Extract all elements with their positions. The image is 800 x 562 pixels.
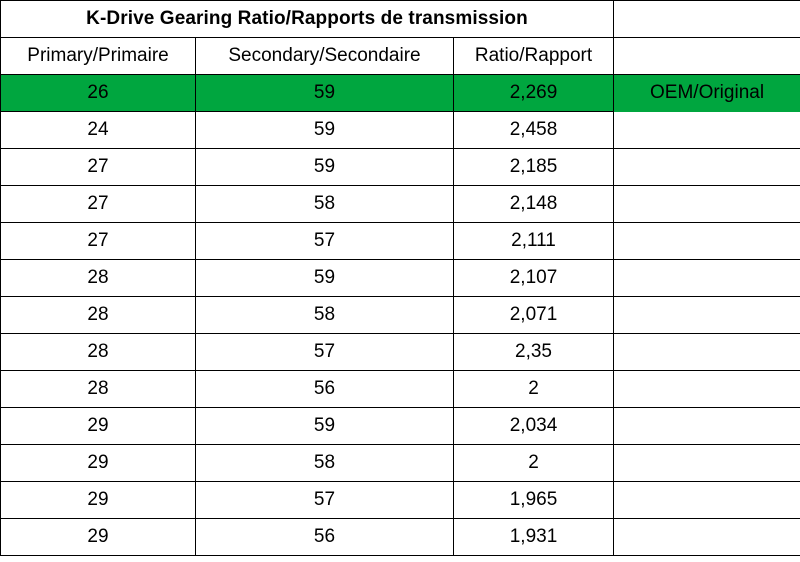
cell-primary: 29 [1,408,196,445]
empty-cell [614,38,800,75]
table-row [1,408,800,445]
cell-primary: 27 [1,149,196,186]
cell-secondary: 57 [196,223,454,260]
cell-primary: 29 [1,445,196,482]
empty-cell [614,112,800,149]
cell-secondary: 59 [196,112,454,149]
cell-ratio: 2,185 [454,149,614,186]
cell-primary: 27 [1,223,196,260]
cell-ratio: 1,931 [454,519,614,556]
table-row [1,75,800,112]
empty-cell [614,223,800,260]
cell-ratio: 2,034 [454,408,614,445]
empty-cell [614,260,800,297]
cell-primary: 28 [1,260,196,297]
cell-secondary: 58 [196,186,454,223]
empty-cell [614,1,800,38]
table-row [1,186,800,223]
empty-cell [614,334,800,371]
cell-secondary: 58 [196,445,454,482]
empty-cell [614,297,800,334]
cell-primary: 24 [1,112,196,149]
column-header-primary: Primary/Primaire [1,38,196,75]
empty-cell [614,519,800,556]
bottom-spacer [0,556,800,562]
table-title-row [1,1,800,38]
cell-primary: 28 [1,297,196,334]
cell-secondary: 59 [196,75,454,112]
cell-ratio: 2,148 [454,186,614,223]
cell-note: OEM/Original [614,75,800,112]
table-row [1,519,800,556]
cell-secondary: 58 [196,297,454,334]
empty-cell [614,149,800,186]
cell-secondary: 57 [196,482,454,519]
empty-cell [614,408,800,445]
cell-secondary: 56 [196,371,454,408]
table-title: K-Drive Gearing Ratio/Rapports de transmission [1,1,614,38]
cell-secondary: 59 [196,260,454,297]
cell-ratio: 2,111 [454,223,614,260]
cell-primary: 29 [1,519,196,556]
table-row [1,223,800,260]
cell-primary: 29 [1,482,196,519]
cell-secondary: 59 [196,408,454,445]
cell-ratio: 2 [454,371,614,408]
table-row [1,260,800,297]
cell-secondary: 56 [196,519,454,556]
cell-ratio: 2,269 [454,75,614,112]
empty-cell [614,371,800,408]
table-row [1,371,800,408]
empty-cell [614,482,800,519]
empty-cell [614,186,800,223]
table-row [1,149,800,186]
cell-primary: 26 [1,75,196,112]
column-header-secondary: Secondary/Secondaire [196,38,454,75]
column-header-ratio: Ratio/Rapport [454,38,614,75]
table-row [1,445,800,482]
table-row [1,482,800,519]
cell-ratio: 1,965 [454,482,614,519]
cell-primary: 27 [1,186,196,223]
cell-secondary: 57 [196,334,454,371]
cell-ratio: 2,107 [454,260,614,297]
table-row [1,297,800,334]
cell-ratio: 2 [454,445,614,482]
cell-secondary: 59 [196,149,454,186]
table-row [1,334,800,371]
cell-ratio: 2,071 [454,297,614,334]
empty-cell [614,445,800,482]
table-header-row [1,38,800,75]
table-row [1,112,800,149]
cell-ratio: 2,35 [454,334,614,371]
cell-ratio: 2,458 [454,112,614,149]
cell-primary: 28 [1,334,196,371]
cell-primary: 28 [1,371,196,408]
